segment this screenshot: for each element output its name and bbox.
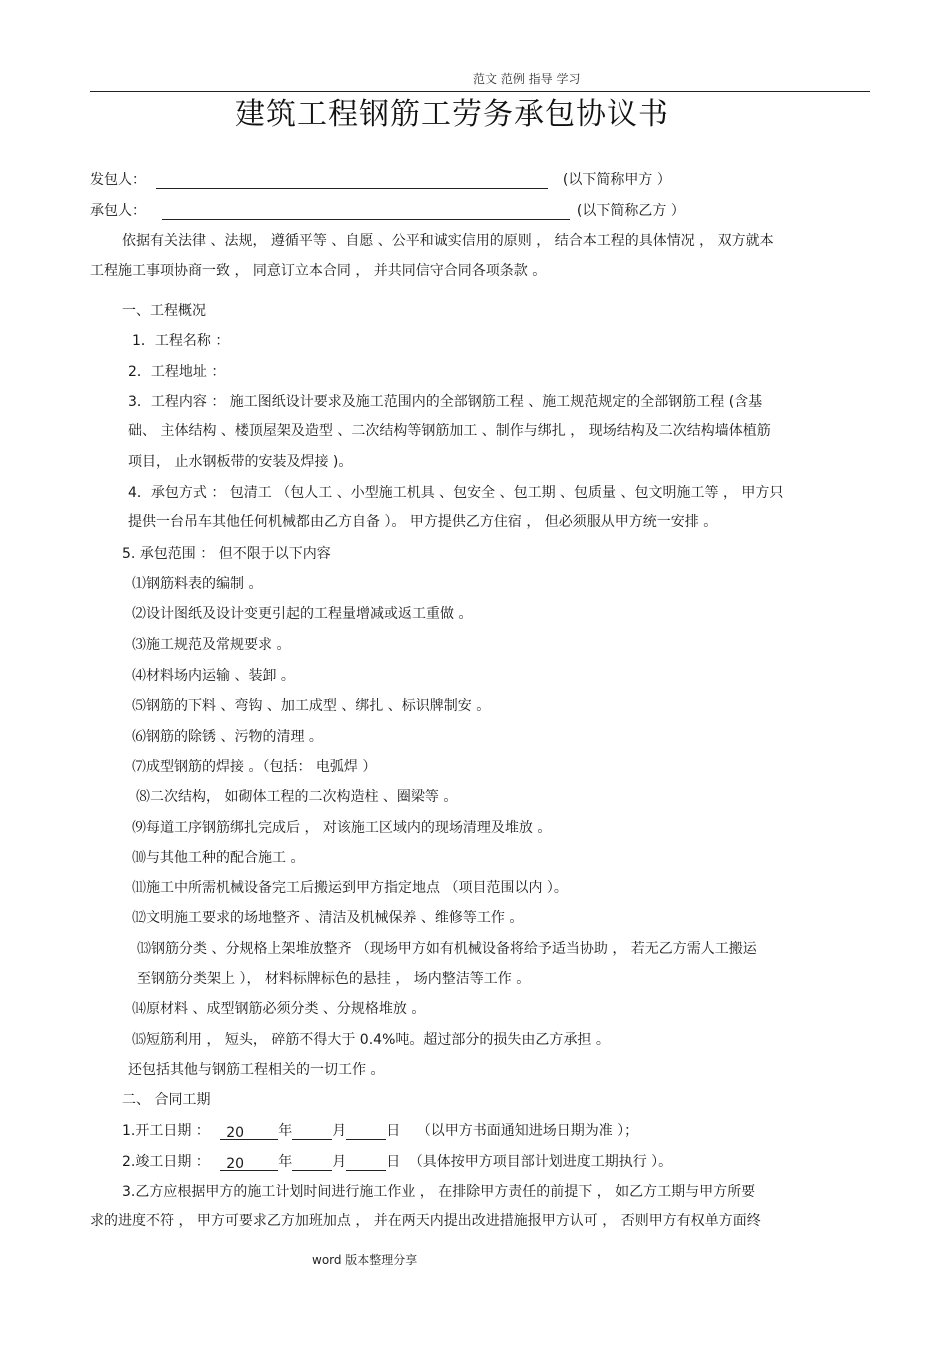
finish-year-field[interactable]: 20	[220, 1155, 278, 1171]
finish-month-unit: 月	[332, 1154, 347, 1170]
finish-year-unit: 年	[278, 1154, 293, 1170]
party-a-field[interactable]	[156, 172, 548, 189]
scope-item: ⑺成型钢筋的焊接 。（包括： 电弧焊 ）	[132, 759, 377, 775]
party-b-line	[90, 202, 685, 220]
scope-item-15: ⒂短筋利用 ， 短头， 碎筋不得大于 0.4%吨。超过部分的损失由乙方承担 。	[132, 1032, 610, 1048]
finish-day-unit: 日	[386, 1154, 401, 1170]
scope-item: ⑾施工中所需机械设备完工后搬运到甲方指定地点 （项目范围以内 ）。	[132, 880, 568, 896]
project-name-item: 1．工程名称 ：	[132, 333, 230, 349]
start-year-field[interactable]: 20	[220, 1124, 278, 1140]
scope-item-13-line-1: ⒀钢筋分类 、分规格上架堆放整齐 （现场甲方如有机械设备将给予适当协助 ， 若无乙方需人工搬运	[137, 941, 757, 957]
contract-mode-line-1: 4．承包方式 ： 包清工 （包人工 、小型施工机具 、包安全 、包工期 、包质量 、包文明施工等 ， 甲方只	[128, 485, 784, 501]
finish-date-note: （具体按甲方项目部计划进度工期执行 ）。	[408, 1154, 673, 1170]
project-content-line-1: 3．工程内容 ： 施工图纸设计要求及施工范围内的全部钢筋工程 、施工规范规定的全部钢筋工程 (含基	[128, 394, 763, 410]
party-b-suffix: (以下简称乙方 ）	[576, 203, 685, 219]
page-header: 范文 范例 指导 学习	[473, 72, 581, 86]
scope-item-14: ⒁原材料 、成型钢筋必须分类 、分规格堆放 。	[132, 1001, 426, 1017]
project-address-item: 2．工程地址 ：	[128, 364, 226, 380]
start-day-unit: 日	[386, 1123, 401, 1139]
project-content-line-2: 础、 主体结构 、楼顶屋架及造型 、二次结构等钢筋加工 、制作与绑扎 ， 现场结构及二次结构墙体植筋	[128, 423, 771, 439]
scope-item-13-line-2: 至钢筋分类架上 ）， 材料标牌标色的悬挂 ， 场内整洁等工作 。	[137, 971, 531, 987]
section-1-heading: 一、工程概况	[122, 303, 206, 319]
scope-item: ⑽与其他工种的配合施工 。	[132, 850, 305, 866]
scope-item: ⑼每道工序钢筋绑扎完成后 ， 对该施工区域内的现场清理及堆放 。	[132, 820, 552, 836]
start-date-label: 1.开工日期 ：	[122, 1123, 210, 1139]
scope-item: ⑶施工规范及常规要求 。	[132, 637, 291, 653]
document-title: 建筑工程钢筋工劳务承包协议书	[235, 97, 669, 132]
intro-line-2: 工程施工事项协商一致 ， 同意订立本合同 ， 并共同信守合同各项条款 。	[90, 263, 547, 279]
start-month-field[interactable]	[292, 1123, 332, 1140]
schedule-clause-line-1: 3.乙方应根据甲方的施工计划时间进行施工作业 ， 在排除甲方责任的前提下 ， 如乙方工期与甲方所要	[122, 1184, 756, 1200]
scope-also: 还包括其他与钢筋工程相关的一切工作 。	[128, 1062, 385, 1078]
intro-line-1: 依据有关法律 、法规， 遵循平等 、自愿 、公平和诚实信用的原则 ， 结合本工程的具体情况 ， 双方就本	[122, 233, 774, 249]
scope-item: ⑴钢筋料表的编制 。	[132, 576, 263, 592]
party-b-label: 承包人：	[90, 203, 146, 219]
scope-item: ⑹钢筋的除锈 、污物的清理 。	[132, 729, 323, 745]
finish-month-field[interactable]	[292, 1154, 332, 1171]
party-a-label: 发包人：	[90, 172, 146, 188]
section-2-heading: 二、 合同工期	[122, 1092, 211, 1108]
start-day-field[interactable]	[346, 1123, 386, 1140]
finish-date-label: 2.竣工日期 ：	[122, 1154, 210, 1170]
party-b-field[interactable]	[162, 203, 570, 220]
finish-date-line	[122, 1153, 672, 1171]
start-date-line	[122, 1122, 638, 1140]
start-year-unit: 年	[278, 1123, 293, 1139]
finish-day-field[interactable]	[346, 1154, 386, 1171]
project-content-line-3: 项目， 止水钢板带的安装及焊接 )。	[128, 454, 353, 470]
schedule-clause-line-2: 求的进度不符 ， 甲方可要求乙方加班加点 ， 并在两天内提出改进措施报甲方认可 ， 否则甲方有权单方面终	[90, 1213, 761, 1229]
party-a-suffix: (以下简称甲方 ）	[562, 172, 671, 188]
scope-item: ⑻二次结构， 如砌体工程的二次构造柱 、圈梁等 。	[136, 789, 458, 805]
scope-heading: 5. 承包范围 ： 但不限于以下内容	[122, 546, 331, 562]
contract-mode-line-2: 提供一台吊车其他任何机械都由乙方自备 ）。 甲方提供乙方住宿 ， 但必须服从甲方统一安排 。	[128, 514, 718, 530]
scope-item: ⑸钢筋的下料 、弯钩 、加工成型 、绑扎 、标识牌制安 。	[132, 698, 491, 714]
start-month-unit: 月	[332, 1123, 347, 1139]
scope-item: ⑵设计图纸及设计变更引起的工程量增减或返工重做 。	[132, 606, 473, 622]
page-footer: word 版本整理分享	[312, 1253, 418, 1267]
scope-item: ⑿文明施工要求的场地整齐 、清洁及机械保养 、维修等工作 。	[132, 910, 524, 926]
scope-item: ⑷材料场内运输 、装卸 。	[132, 668, 295, 684]
party-a-line	[90, 171, 671, 189]
start-date-note: （以甲方书面通知进场日期为准 ）；	[416, 1123, 639, 1139]
